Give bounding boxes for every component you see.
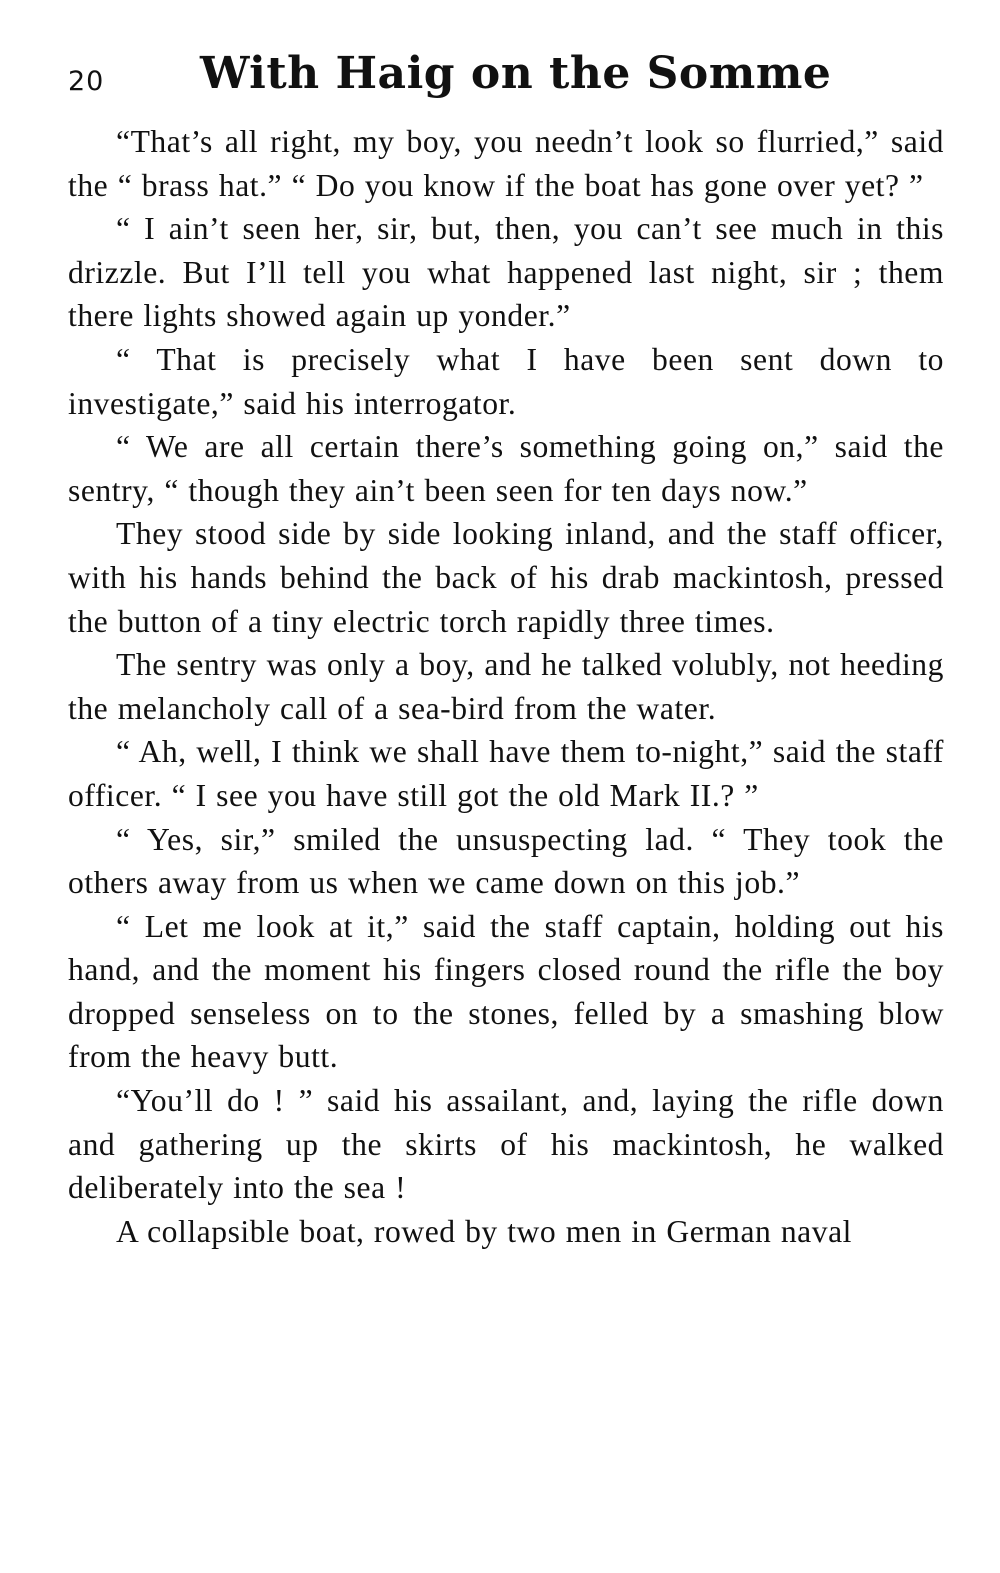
paragraph: They stood side by side looking inland, and the staff officer, with his hands behind the back of his drab mackintosh, pressed the button of a tiny electric torch rapidly three times. [68, 516, 944, 639]
paragraph: A collapsible boat, rowed by two men in German naval [116, 1213, 852, 1249]
paragraph: “ Yes, sir,” smiled the unsuspecting lad. “ They took the others away from us when we came down on this job.” [68, 821, 944, 901]
paragraph: “ That is precisely what I have been sent down to investigate,” said his interrogator. [68, 341, 944, 421]
running-title: With Haig on the Somme [200, 48, 832, 99]
paragraph: “That’s all right, my boy, you needn’t look so flurried,” said the “ brass hat.” “ Do you know if the boat has gone over yet? ” [68, 124, 944, 203]
paragraph: “You’ll do ! ” said his assailant, and, laying the rifle down and gathering up the skirts of his mackintosh, he walked deliberately into the sea ! [68, 1083, 944, 1206]
book-page [68, 48, 944, 1253]
body-text [68, 120, 944, 1253]
paragraph: “ I ain’t seen her, sir, but, then, you can’t see much in this drizzle. But I’ll tell you what happened last night, sir ; them there lights showed again up yonder.” [68, 211, 944, 334]
paragraph: “ Ah, well, I think we shall have them to-night,” said the staff officer. “ I see you have still got the old Mark II.? ” [68, 734, 944, 813]
paragraph: “ We are all certain there’s something going on,” said the sentry, “ though they ain’t been seen for ten days now.” [68, 429, 944, 508]
page-header [68, 48, 944, 118]
paragraph: The sentry was only a boy, and he talked volubly, not heeding the melancholy call of a sea-bird from the water. [68, 647, 944, 726]
paragraph: “ Let me look at it,” said the staff captain, holding out his hand, and the moment his fingers closed round the rifle the boy dropped senseless on to the stones, felled by a smashing blow from the heavy butt. [68, 908, 944, 1075]
page-number: 20 [68, 66, 105, 97]
